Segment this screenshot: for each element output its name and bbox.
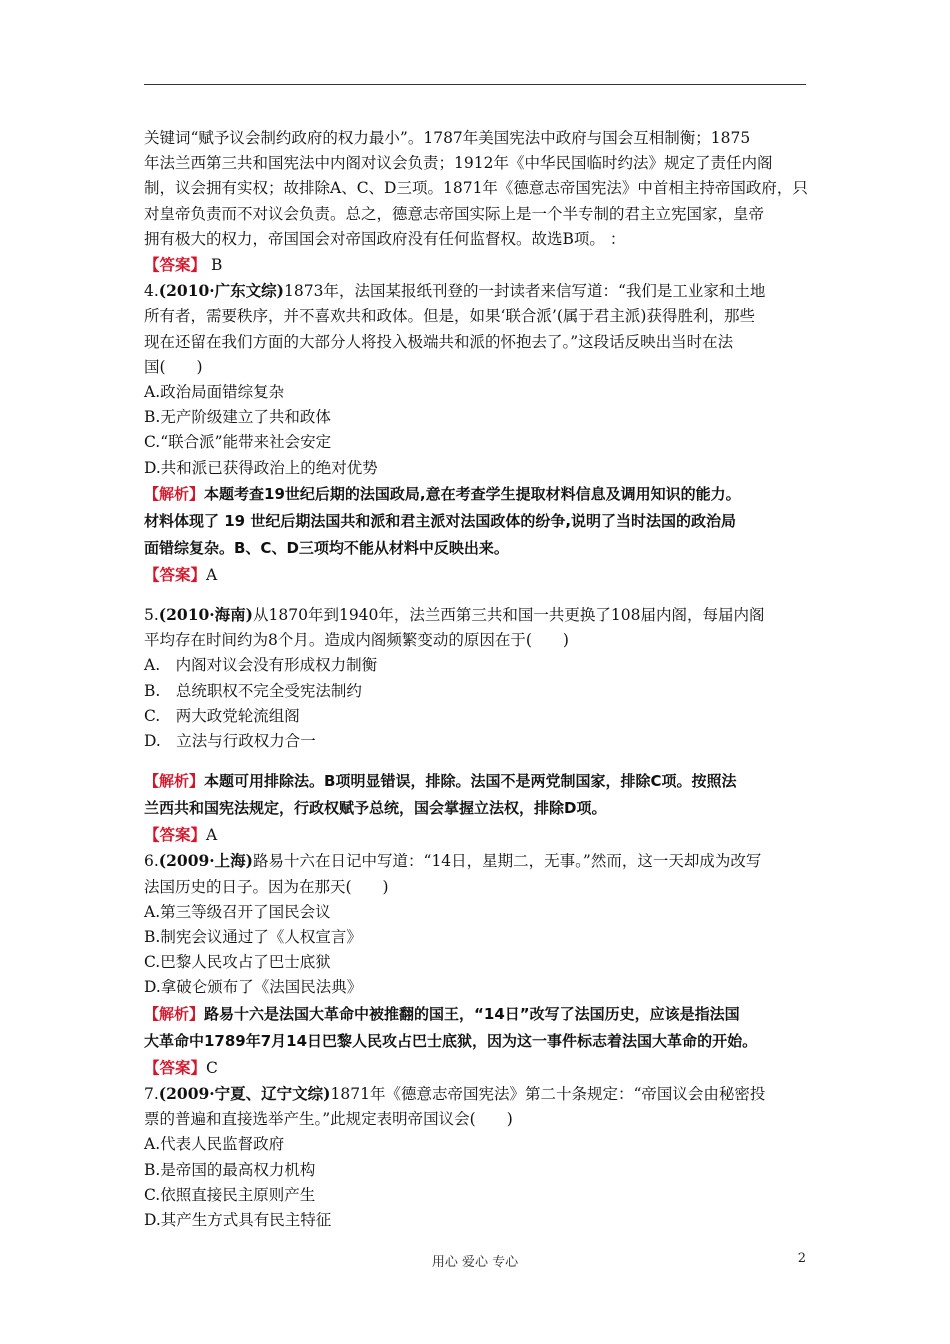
explanation-line: 材料体现了 19 世纪后期法国共和派和君主派对法国政体的纷争,说明了当时法国的政治局 [144,511,737,530]
question-5 [144,602,808,848]
answer-value: A [206,565,218,584]
stem-text: 从1870年到1940年，法兰西第三共和国一共更换了108届内阁，每届内阁 [253,606,765,625]
option-a: A.第三等级召开了国民会议 [144,902,331,921]
question-6 [144,848,808,1080]
answer-value: A [206,826,218,845]
option-b: B.制宪会议通过了《人权宣言》 [144,928,362,947]
option-b: B.是帝国的最高权力机构 [144,1160,316,1179]
question-source: (2009·宁夏、辽宁文综) [158,1083,331,1103]
stem-line: 票的普遍和直接选举产生。”此规定表明帝国议会( ) [144,1110,513,1129]
text-line: 关键词“赋予议会制约政府的权力最小”。1787年美国宪法中政府与国会互相制衡；1875 [144,129,751,147]
explanation-line [144,481,808,508]
answer-line [144,252,808,278]
option-b: B. 总统职权不完全受宪法制约 [144,681,362,700]
question-source: (2010·海南) [158,605,254,625]
question-7 [144,1081,808,1233]
answer-tag: 【答案】 [144,1057,207,1077]
answer-value: C [206,1058,218,1077]
option-c: C.“联合派”能带来社会安定 [144,433,332,452]
option-a: A. 内阁对议会没有形成权力制衡 [144,656,378,675]
explanation-text: 路易十六是法国大革命中被推翻的国王，“14日”改写了法国历史，应该是指法国 [204,1004,740,1023]
answer-line [144,1055,808,1081]
answer-tag: 【答案】 [144,255,207,275]
answer-line [144,562,808,588]
option-a: A.政治局面错综复杂 [144,383,285,402]
page-body [144,126,808,1233]
question-stem [144,602,808,628]
question-stem [144,1081,808,1107]
stem-line: 法国历史的日子。因为在那天( ) [144,877,389,896]
text-line: 对皇帝负责而不对议会负责。总之，德意志帝国实际上是一个半专制的君主立宪国家，皇帝 [144,204,765,223]
option-d: D. 立法与行政权力合一 [144,732,316,751]
option-c: C. 两大政党轮流组阁 [144,706,300,725]
spacer [144,754,808,768]
explanation-line: 大革命中1789年7月14日巴黎人民攻占巴士底狱，因为这一事件标志着法国大革命的开始。 [144,1031,758,1050]
question-number: 5. [144,606,159,625]
explanation-line [144,768,808,795]
option-b: B.无产阶级建立了共和政体 [144,408,331,427]
explanation-text: 本题可用排除法。B项明显错误，排除。法国不是两党制国家，排除C项。按照法 [204,772,737,791]
option-c: C.依照直接民主原则产生 [144,1185,316,1204]
explanation-text: 本题考查19世纪后期的法国政局,意在考查学生提取材料信息及调用知识的能力。 [204,484,741,503]
jiexi-tag: 【解析】 [144,1004,205,1023]
stem-text: 1873年，法国某报纸刊登的一封读者来信写道：“我们是工业家和土地 [284,282,766,301]
question-stem [144,848,808,874]
option-c: C.巴黎人民攻占了巴士底狱 [144,953,331,972]
intro-explanation [144,126,808,278]
question-number: 4. [144,282,159,301]
answer-value: B [206,256,223,275]
answer-tag: 【答案】 [144,825,207,845]
header-rule [144,84,806,85]
stem-text: 1871年《德意志帝国宪法》第二十条规定：“帝国议会由秘密投 [330,1084,766,1103]
question-stem [144,278,808,304]
stem-line: 国( ) [144,357,203,376]
stem-line: 现在还留在我们方面的大部分人将投入极端共和派的怀抱去了。”这段话反映出当时在法 [144,332,734,351]
explanation-line: 兰西共和国宪法规定，行政权赋予总统，国会掌握立法权，排除D项。 [144,799,607,818]
stem-line: 平均存在时间约为8个月。造成内阁频繁变动的原因在于( ) [144,631,569,650]
stem-text: 路易十六在日记中写道：“14日，星期二，无事。”然而，这一天却成为改写 [253,852,762,871]
question-4 [144,278,808,588]
spacer [144,588,808,602]
stem-line: 所有者，需要秩序，并不喜欢共和政体。但是，如果‘联合派’(属于君主派)获得胜利，那些 [144,307,755,326]
answer-line [144,822,808,848]
question-source: (2009·上海) [158,851,254,871]
question-source: (2010·广东文综) [158,281,285,301]
question-number: 6. [144,852,159,871]
text-line: 拥有极大的权力，帝国国会对帝国政府没有任何监督权。故选B项。 ： [144,229,626,248]
text-line: 制，议会拥有实权；故排除A、C、D三项。1871年《德意志帝国宪法》中首相主持帝国政府，只 [144,179,808,198]
jiexi-tag: 【解析】 [144,484,205,503]
explanation-line: 面错综复杂。B、C、D三项均不能从材料中反映出来。 [144,538,509,557]
option-a: A.代表人民监督政府 [144,1135,285,1154]
option-d: D.其产生方式具有民主特征 [144,1210,332,1229]
page-number: 2 [797,1251,806,1266]
option-d: D.拿破仑颁布了《法国民法典》 [144,978,363,997]
question-number: 7. [144,1084,159,1103]
jiexi-tag: 【解析】 [144,772,205,791]
text-line: 年法兰西第三共和国宪法中内阁对议会负责；1912年《中华民国临时约法》规定了责任内阁 [144,154,773,173]
footer-slogan: 用心 爱心 专心 [431,1255,519,1270]
explanation-line [144,1001,808,1028]
answer-tag: 【答案】 [144,564,207,584]
option-d: D.共和派已获得政治上的绝对优势 [144,458,378,477]
